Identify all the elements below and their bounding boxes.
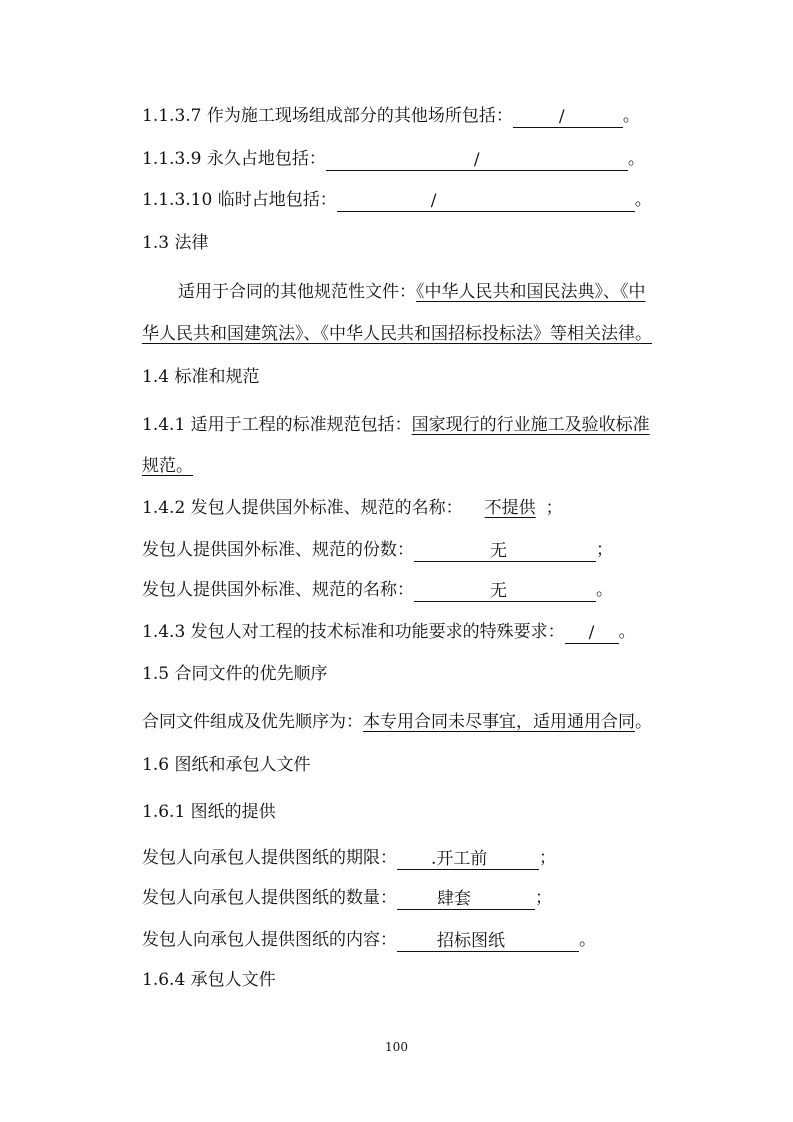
clause-end: ；: [545, 498, 563, 518]
clause-value: 不提供: [484, 498, 536, 518]
fill-blank: [513, 107, 623, 128]
clause-end: 。: [622, 106, 640, 126]
clause-label: 1.1.3.9 永久占地包括：: [142, 149, 326, 169]
clause-label: 发包人向承包人提供图纸的期限：: [142, 848, 397, 868]
clause-end: ；: [535, 888, 552, 908]
fill-value: /: [588, 623, 595, 643]
fill-value: /: [430, 191, 437, 211]
clause-1-1-3-10: [142, 188, 793, 212]
fill-value: 招标图纸: [437, 931, 505, 951]
fill-value: 无: [490, 581, 507, 601]
clause-end: ；: [539, 848, 556, 868]
foreign-standards-name: [142, 578, 793, 602]
clause-value: 国家现行的行业施工及验收标准: [411, 415, 650, 435]
law-value-cont: 华人民共和国建筑法》、《中华人民共和国招标投标法》等相关法律。: [142, 324, 652, 344]
law-label: 适用于合同的其他规范性文件：: [178, 282, 416, 302]
clause-label: 发包人提供国外标准、规范的名称：: [142, 580, 414, 600]
fill-value: /: [558, 107, 565, 127]
clause-end: 。: [634, 190, 652, 210]
clause-label: 发包人向承包人提供图纸的数量：: [142, 888, 397, 908]
section-heading-1-3: 1.3 法律: [142, 233, 209, 253]
clause-end: 。: [635, 712, 652, 732]
clause-end: 。: [618, 622, 636, 642]
foreign-standards-count: [142, 538, 793, 562]
section-heading-1-4: 1.4 标准和规范: [142, 367, 260, 387]
drawings-period: [142, 846, 793, 870]
clause-end: 。: [627, 149, 645, 169]
clause-1-1-3-9: [142, 147, 793, 171]
contract-order: [142, 710, 793, 734]
clause-value: 本专用合同未尽事宜，适用通用合同: [363, 712, 635, 732]
fill-blank: [414, 581, 596, 602]
drawings-content: [142, 928, 793, 952]
clause-1-1-3-7: [142, 104, 793, 128]
fill-blank: [414, 541, 596, 562]
clause-value-cont: 规范。: [142, 456, 193, 476]
clause-label: 1.4.1 适用于工程的标准规范包括：: [142, 415, 412, 435]
fill-blank: [337, 191, 635, 212]
clause-label: 合同文件组成及优先顺序为：: [142, 712, 363, 732]
fill-value: /: [473, 150, 480, 170]
clause-label: 1.4.3 发包人对工程的技术标准和功能要求的特殊要求：: [142, 622, 565, 642]
fill-value: 肆套: [437, 889, 471, 909]
clause-label: 发包人提供国外标准、规范的份数：: [142, 540, 414, 560]
section-heading-1-6-4: 1.6.4 承包人文件: [142, 970, 276, 990]
law-value: 《中华人民共和国民法典》、《中: [416, 282, 646, 302]
fill-value: 无: [490, 541, 507, 561]
fill-blank: [397, 931, 579, 952]
fill-blank: [565, 623, 619, 644]
law-paragraph-line1: [178, 280, 793, 304]
law-paragraph-line2: [142, 322, 793, 346]
fill-blank: [397, 889, 535, 910]
clause-1-4-1-cont: [142, 454, 793, 478]
drawings-count: [142, 886, 793, 910]
fill-value: .开工前: [431, 849, 488, 869]
clause-label: 1.1.3.7 作为施工现场组成部分的其他场所包括：: [142, 106, 513, 126]
section-heading-1-6-1: 1.6.1 图纸的提供: [142, 802, 276, 822]
clause-1-4-2: [142, 496, 793, 520]
clause-label: 发包人向承包人提供图纸的内容：: [142, 930, 397, 950]
clause-end: 。: [579, 930, 596, 950]
clause-end: 。: [596, 580, 613, 600]
clause-end: ；: [596, 540, 613, 560]
clause-1-4-1: [142, 413, 793, 437]
section-heading-1-5: 1.5 合同文件的优先顺序: [142, 664, 328, 684]
page-number: 100: [385, 1040, 408, 1054]
section-heading-1-6: 1.6 图纸和承包人文件: [142, 755, 311, 775]
clause-label: 1.1.3.10 临时占地包括：: [142, 190, 337, 210]
fill-blank: [397, 849, 539, 870]
clause-label: 1.4.2 发包人提供国外标准、规范的名称：: [142, 498, 463, 518]
clause-1-4-3: [142, 620, 793, 644]
fill-blank: [326, 150, 628, 171]
